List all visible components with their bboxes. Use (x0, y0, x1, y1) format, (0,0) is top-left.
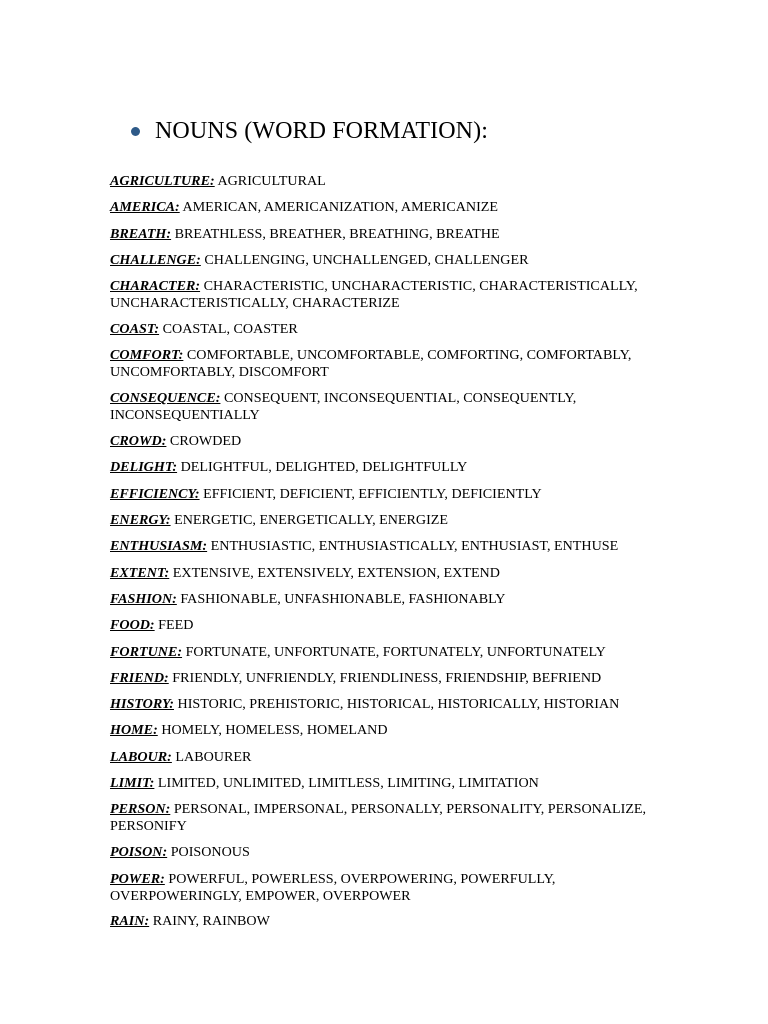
entry-term: CHALLENGE: (110, 251, 201, 268)
entry-term: CROWD: (110, 433, 167, 450)
list-item (110, 775, 680, 792)
list-item (110, 173, 680, 190)
entry-term: POWER: (110, 870, 165, 887)
entry-forms: CONSEQUENT, INCONSEQUENTIAL, CONSEQUENTLY, INCONSEQUENTIALLY (110, 390, 577, 424)
list-item (110, 252, 680, 269)
entry-forms: ENTHUSIASTIC, ENTHUSIASTICALLY, ENTHUSIAST, ENTHUSE (210, 538, 619, 555)
entry-forms: FASHIONABLE, UNFASHIONABLE, FASHIONABLY (180, 590, 506, 607)
entry-forms: AGRICULTURAL (217, 173, 326, 189)
list-item (110, 696, 680, 713)
entry-forms: POWERFUL, POWERLESS, OVERPOWERING, POWERFULLY, OVERPOWERINGLY, EMPOWER, OVERPOWER (110, 870, 556, 904)
entry-term: FOOD: (110, 617, 155, 634)
entry-term: BREATH: (110, 225, 172, 242)
entry-forms: CHALLENGING, UNCHALLENGED, CHALLENGER (204, 251, 529, 268)
bullet-icon (131, 127, 140, 136)
list-item (110, 226, 680, 243)
entry-term: RAIN: (110, 913, 150, 930)
list-item (110, 844, 680, 861)
entry-forms: RAINY, RAINBOW (152, 913, 270, 930)
entry-forms: AMERICAN, AMERICANIZATION, AMERICANIZE (182, 199, 499, 216)
entry-forms: HOMELY, HOMELESS, HOMELAND (161, 722, 388, 739)
entry-forms: EFFICIENT, DEFICIENT, EFFICIENTLY, DEFICIENTLY (203, 485, 542, 502)
list-item (110, 321, 680, 338)
entry-term: PERSON: (110, 801, 171, 818)
list-item (110, 801, 680, 835)
list-item (110, 199, 680, 216)
entry-forms: COMFORTABLE, UNCOMFORTABLE, COMFORTING, COMFORTABLY, UNCOMFORTABLY, DISCOMFORT (110, 347, 632, 381)
entry-forms: POISONOUS (170, 844, 250, 861)
list-item (110, 565, 680, 582)
list-item (110, 670, 680, 687)
list-item (110, 278, 680, 312)
entry-forms: PERSONAL, IMPERSONAL, PERSONALLY, PERSONALITY, PERSONALIZE, PERSONIFY (110, 801, 647, 835)
entry-forms: LABOURER (175, 748, 252, 765)
list-item (110, 644, 680, 661)
entry-term: ENERGY: (110, 512, 171, 529)
entry-term: AMERICA: (110, 199, 180, 216)
list-item (110, 871, 680, 905)
list-item (110, 749, 680, 766)
entry-forms: HISTORIC, PREHISTORIC, HISTORICAL, HISTORICALLY, HISTORIAN (177, 696, 620, 713)
entry-term: ENTHUSIASM: (110, 538, 208, 555)
list-item (110, 538, 680, 555)
list-item (110, 591, 680, 608)
entry-forms: DELIGHTFUL, DELIGHTED, DELIGHTFULLY (180, 459, 468, 476)
entry-forms: FRIENDLY, UNFRIENDLY, FRIENDLINESS, FRIENDSHIP, BEFRIEND (172, 669, 602, 686)
word-formation-list (110, 173, 680, 940)
list-item (110, 347, 680, 381)
entry-term: FORTUNE: (110, 643, 183, 660)
entry-forms: COASTAL, COASTER (162, 321, 298, 338)
list-item (110, 512, 680, 529)
entry-term: CHARACTER: (110, 278, 201, 295)
entry-term: POISON: (110, 844, 168, 861)
entry-term: LIMIT: (110, 775, 155, 792)
entry-term: COAST: (110, 321, 160, 338)
entry-forms: EXTENSIVE, EXTENSIVELY, EXTENSION, EXTEND (172, 564, 500, 581)
entry-forms: ENERGETIC, ENERGETICALLY, ENERGIZE (174, 512, 449, 529)
entry-term: AGRICULTURE: (110, 173, 215, 189)
entry-term: FASHION: (110, 590, 177, 607)
entry-forms: LIMITED, UNLIMITED, LIMITLESS, LIMITING, LIMITATION (157, 775, 539, 792)
entry-term: COMFORT: (110, 347, 184, 364)
list-item (110, 722, 680, 739)
list-item (110, 433, 680, 450)
entry-term: CONSEQUENCE: (110, 390, 221, 407)
entry-term: DELIGHT: (110, 459, 178, 476)
list-item (110, 390, 680, 424)
entry-term: HISTORY: (110, 696, 174, 713)
entry-term: EXTENT: (110, 564, 170, 581)
list-item (110, 617, 680, 634)
entry-term: EFFICIENCY: (110, 485, 200, 502)
entry-forms: FEED (158, 617, 194, 634)
page-title: NOUNS (WORD FORMATION): (155, 118, 488, 144)
entry-term: LABOUR: (110, 748, 172, 765)
list-item (110, 913, 680, 930)
entry-forms: BREATHLESS, BREATHER, BREATHING, BREATHE (174, 225, 500, 242)
entry-forms: FORTUNATE, UNFORTUNATE, FORTUNATELY, UNFORTUNATELY (185, 643, 606, 660)
section-heading (131, 118, 488, 145)
entry-term: HOME: (110, 722, 158, 739)
entry-forms: CROWDED (169, 433, 242, 450)
list-item (110, 459, 680, 476)
list-item (110, 486, 680, 503)
entry-forms: CHARACTERISTIC, UNCHARACTERISTIC, CHARACTERISTICALLY, UNCHARACTERISTICALLY, CHARACTERIZE (110, 278, 638, 312)
entry-term: FRIEND: (110, 669, 169, 686)
